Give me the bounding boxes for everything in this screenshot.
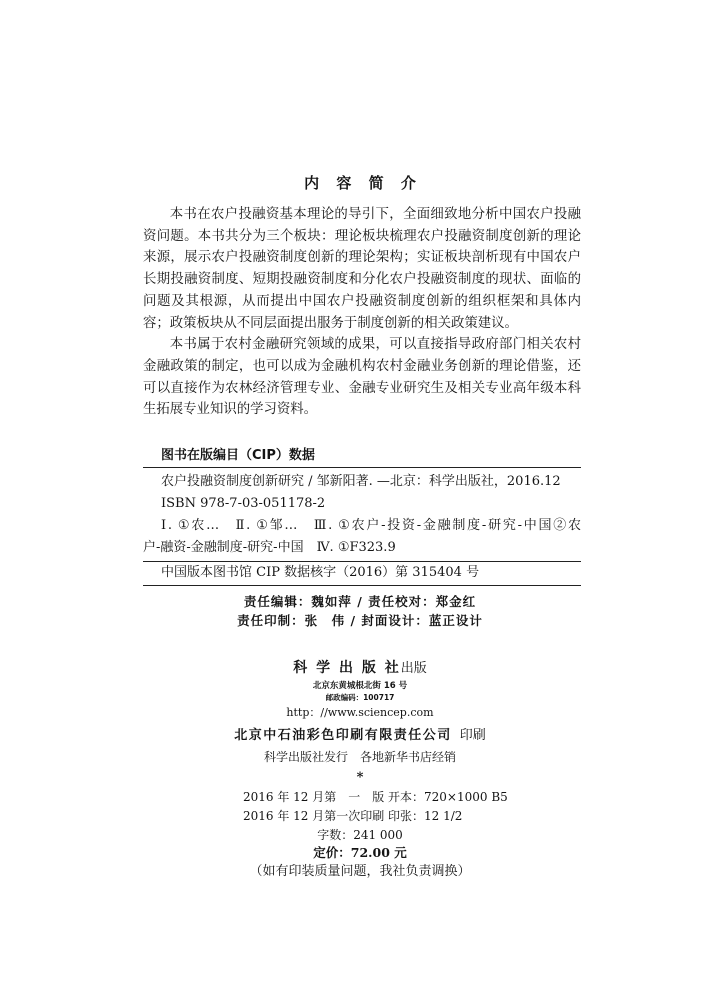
cip-heading: 图书在版编目（CIP）数据 [161,448,315,463]
cip-entry [143,471,581,560]
printer-line [0,725,720,745]
summary-line: 可以直接作为农林经济管理专业、金融专业研究生及相关专业高年级本科 [143,380,581,396]
summary-line: 容；政策板块从不同层面提出服务于制度创新的相关政策建议。 [143,315,518,331]
summary-line: 本书属于农村金融研究领域的成果，可以直接指导政府部门相关农村 [169,337,581,353]
summary-line: 本书在农户投融资基本理论的导引下，全面细致地分析中国农户投融 [169,207,581,222]
printer-suffix: 印刷 [459,728,486,743]
summary-body [143,204,581,421]
publisher-website: http：//www.sciencep.com [286,706,434,719]
edition-info [243,788,543,826]
summary-line: 资问题。本书共分为三个板块：理论板块梳理农户投融资制度创新的理论 [143,228,581,244]
credits [0,592,720,630]
cip-isbn: ISBN 978-7-03-051178-2 [161,495,326,511]
summary-line: 金融政策的制定，也可以成为金融机构农村金融业务创新的理论借鉴，还 [143,358,581,374]
cip-classification-line: Ⅰ. ①农… Ⅱ. ①邹… Ⅲ. ①农户-投资-金融制度-研究-中国②农 [161,518,581,534]
separator-star: * [356,770,364,785]
credits-editors: 责任编辑：魏如萍 / 责任校对：郑金红 [243,593,477,609]
printing-row [243,807,543,826]
summary-paragraph [143,334,581,421]
publisher-name-suffix: 出版 [400,661,427,676]
book-format: 开本：720×1000 B5 [388,790,508,804]
cip-title-line: 农户投融资制度创新研究 / 邹新阳著. —北京：科学出版社，2016.12 [161,473,561,489]
word-count: 字数：241 000 [317,828,403,842]
cip-classification-line: 户-融资-金融制度-研究-中国 Ⅳ. ①F323.9 [143,540,396,556]
distribution-line: 科学出版社发行 各地新华书店经销 [263,750,456,764]
publisher-address: 北京东黄城根北街 16 号 [312,681,408,691]
cip-verification: 中国版本图书馆 CIP 数据核字（2016）第 315404 号 [161,565,480,580]
summary-line: 问题及其根源，从而提出中国农户投融资制度创新的组织框架和具体内 [143,293,581,309]
edition-date: 2016 年 12 月第 一 版 [243,790,385,804]
publisher-name: 科 学 出 版 社 [293,660,401,676]
cip-bottom-rule [143,585,581,586]
summary-line: 长期投融资制度、短期投融资制度和分化农户投融资制度的现状、面临的 [143,272,581,288]
publisher-postcode: 邮政编码：100717 [325,693,395,702]
summary-line: 生拓展专业知识的学习资料。 [143,402,318,418]
publisher-name-line [0,658,720,678]
summary-line: 来源，展示农户投融资制度创新的理论架构；实证板块剖析现有中国农户 [143,250,581,266]
printing-date: 2016 年 12 月第一次印刷 [243,809,385,823]
summary-title: 内 容 简 介 [304,174,422,192]
summary-paragraph [143,204,581,334]
printed-sheets: 印张：12 1/2 [388,809,463,823]
edition-row [243,788,543,807]
credits-production: 责任印制：张 伟 / 封面设计：蓝正设计 [237,612,483,628]
printer-name: 北京中石油彩色印刷有限责任公司 [234,728,452,743]
cip-top-rule [143,467,581,468]
price: 定价：72.00 元 [313,845,407,860]
quality-notice: （如有印装质量问题，我社负责调换） [249,864,471,879]
